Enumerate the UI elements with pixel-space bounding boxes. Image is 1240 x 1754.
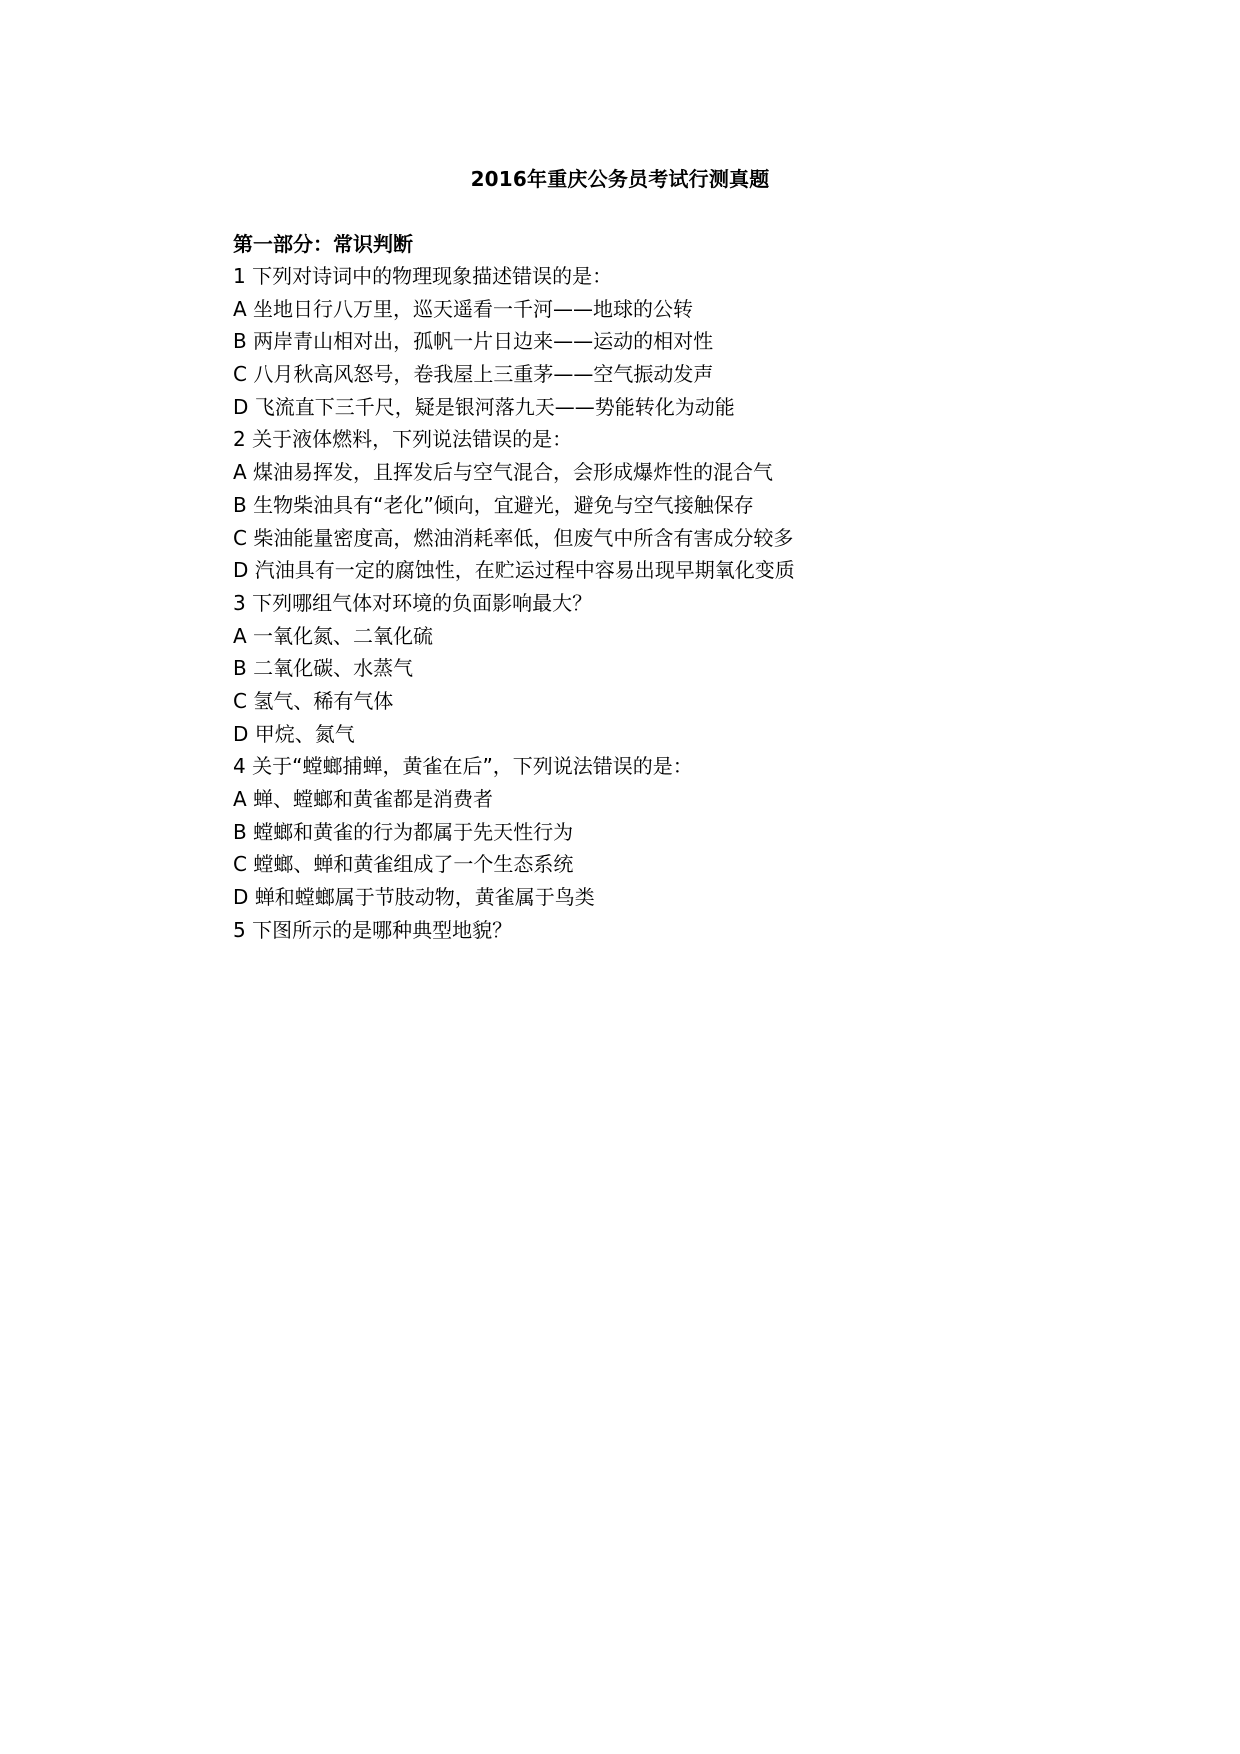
option-a: A 一氧化氮、二氧化硫: [233, 623, 434, 648]
section-heading: 第一部分：常识判断: [233, 232, 413, 256]
document-title: 2016年重庆公务员考试行测真题: [470, 167, 770, 191]
option-c: C 柴油能量密度高，燃油消耗率低，但废气中所含有害成分较多: [233, 525, 794, 550]
question-1: [233, 260, 1133, 423]
option-b: B 生物柴油具有“老化”倾向，宜避光，避免与空气接触保存: [233, 492, 754, 517]
option-b: B 二氧化碳、水蒸气: [233, 656, 414, 681]
option-d: D 飞流直下三千尺，疑是银河落九天——势能转化为动能: [233, 394, 735, 419]
question-stem: 3 下列哪组气体对环境的负面影响最大？: [233, 590, 593, 615]
question-3: [233, 587, 1133, 750]
question-stem: 1 下列对诗词中的物理现象描述错误的是：: [233, 264, 613, 288]
document-body: [233, 228, 1133, 946]
question-stem: 4 关于“螳螂捕蝉，黄雀在后”，下列说法错误的是：: [233, 754, 693, 779]
question-stem: 5 下图所示的是哪种典型地貌？: [233, 917, 513, 942]
option-b: B 螳螂和黄雀的行为都属于先天性行为: [233, 819, 574, 844]
option-a: A 蝉、螳螂和黄雀都是消费者: [233, 787, 494, 811]
option-a: A 煤油易挥发，且挥发后与空气混合，会形成爆炸性的混合气: [233, 460, 774, 485]
option-d: D 汽油具有一定的腐蚀性，在贮运过程中容易出现早期氧化变质: [233, 558, 795, 583]
option-d: D 甲烷、氮气: [233, 721, 355, 746]
option-c: C 八月秋高风怒号，卷我屋上三重茅——空气振动发声: [233, 362, 714, 387]
option-c: C 氢气、稀有气体: [233, 688, 394, 713]
option-a: A 坐地日行八万里，巡天遥看一千河——地球的公转: [233, 296, 694, 321]
option-b: B 两岸青山相对出，孤帆一片日边来——运动的相对性: [233, 329, 714, 354]
question-2: [233, 423, 1133, 586]
question-5: [233, 914, 1133, 947]
question-stem: 2 关于液体燃料，下列说法错误的是：: [233, 427, 573, 452]
option-d: D 蝉和螳螂属于节肢动物，黄雀属于鸟类: [233, 885, 595, 910]
question-4: [233, 750, 1133, 913]
option-c: C 螳螂、蝉和黄雀组成了一个生态系统: [233, 852, 574, 877]
